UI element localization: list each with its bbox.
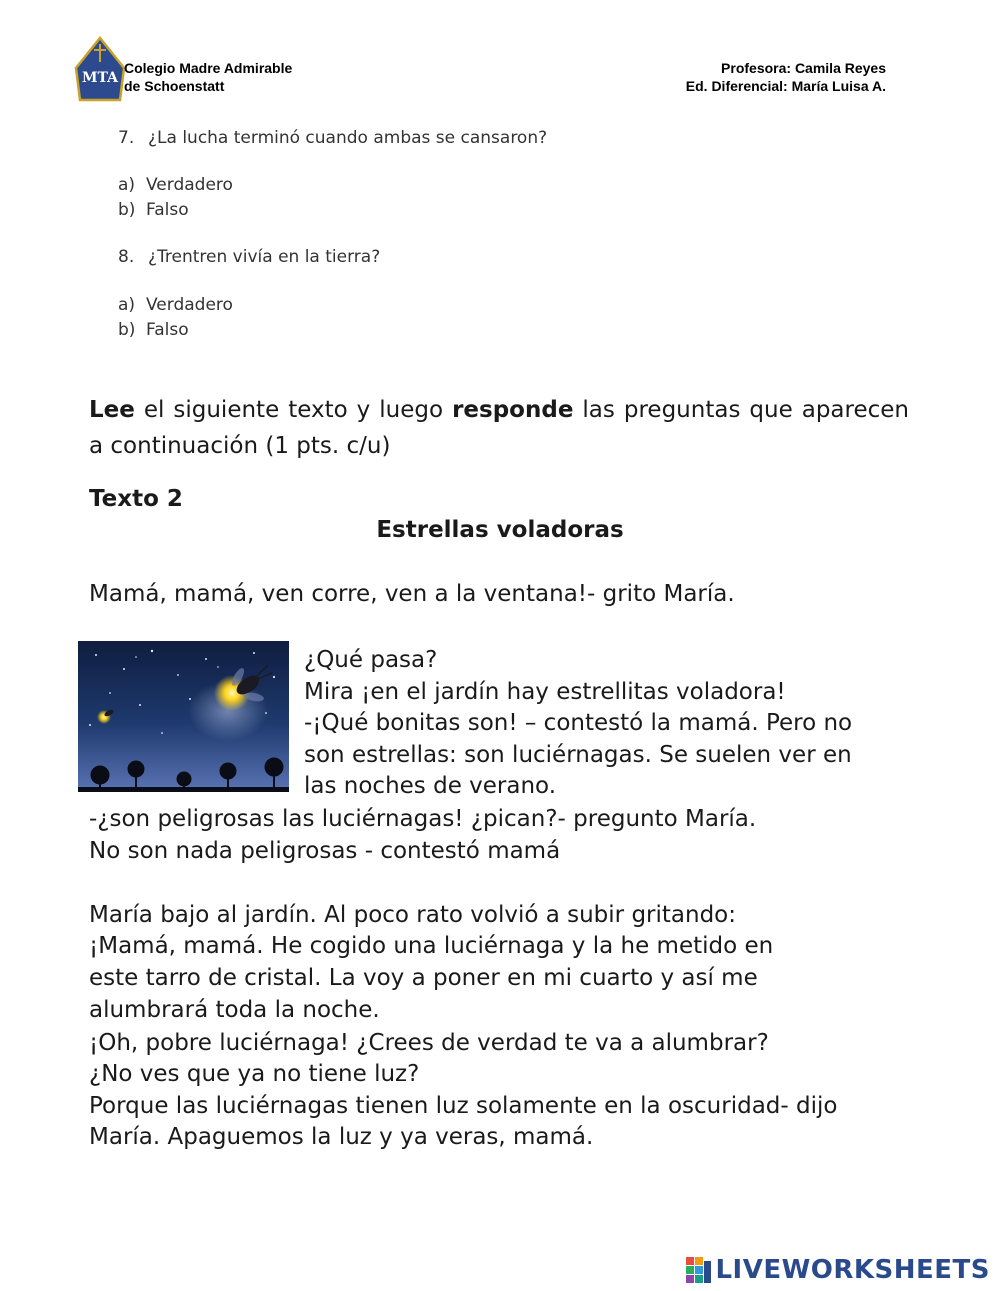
story-line: María. Apaguemos la luz y ya veras, mamá. [89, 1124, 594, 1150]
question-7 [118, 126, 547, 150]
reading-instruction [89, 392, 909, 464]
question-8 [118, 245, 380, 269]
story-line: No son nada peligrosas - contestó mamá [89, 838, 561, 864]
instruction-keyword-responde: responde [452, 397, 574, 423]
story-line: María bajo al jardín. Al poco rato volvió a subir gritando: [89, 902, 736, 928]
instruction-keyword-lee: Lee [89, 397, 135, 423]
teacher-name: Profesora: Camila Reyes [721, 60, 886, 76]
story-line: las noches de verano. [304, 773, 557, 799]
option-label: Falso [146, 200, 189, 220]
option-letter: b) [118, 200, 136, 220]
option-label: Verdadero [146, 175, 233, 195]
story-line: Mira ¡en el jardín hay estrellitas voladora! [304, 679, 786, 705]
story-line: -¿son peligrosas las luciérnagas! ¿pican?- pregunto María. [89, 806, 757, 832]
option-label: Falso [146, 320, 189, 340]
story-line: son estrellas: son luciérnagas. Se suelen ver en [304, 742, 852, 768]
question-7-option-b[interactable] [118, 198, 189, 222]
text-label: Texto 2 [89, 486, 183, 512]
story-line: alumbrará toda la noche. [89, 997, 380, 1023]
question-text: ¿La lucha terminó cuando ambas se cansaron? [148, 128, 548, 148]
story-line: Porque las luciérnagas tienen luz solamente en la oscuridad- dijo [89, 1093, 838, 1119]
story-line: ¿No ves que ya no tiene luz? [89, 1061, 420, 1087]
story-line: -¡Qué bonitas son! – contestó la mamá. Pero no [304, 710, 853, 736]
school-logo [74, 36, 126, 102]
question-7-option-a[interactable] [118, 173, 233, 197]
story-opening-line: Mamá, mamá, ven corre, ven a la ventana!- grito María. [89, 581, 735, 607]
liveworksheets-brand[interactable] [686, 1254, 990, 1286]
school-name-line2: de Schoenstatt [124, 78, 225, 94]
special-ed-teacher: Ed. Diferencial: María Luisa A. [685, 78, 886, 94]
option-letter: b) [118, 320, 136, 340]
teacher-info [686, 59, 886, 95]
firefly-night-image [78, 641, 289, 792]
question-text: ¿Trentren vivía en la tierra? [148, 247, 381, 267]
story-line: ¡Mamá, mamá. He cogido una luciérnaga y la he metido en [89, 933, 774, 959]
question-number: 8. [118, 247, 135, 267]
question-8-option-a[interactable] [118, 293, 233, 317]
option-letter: a) [118, 295, 136, 315]
story-line: ¡Oh, pobre luciérnaga! ¿Crees de verdad te va a alumbrar? [89, 1030, 769, 1056]
logo-monogram: MTA [81, 70, 119, 86]
question-number: 7. [118, 128, 135, 148]
option-letter: a) [118, 175, 136, 195]
school-name [124, 59, 292, 95]
story-title: Estrellas voladoras [376, 517, 624, 543]
brand-name: LIVEWORKSHEETS [715, 1255, 990, 1285]
story-line: este tarro de cristal. La voy a poner en mi cuarto y así me [89, 965, 758, 991]
liveworksheets-logo-icon [686, 1257, 712, 1283]
question-8-option-b[interactable] [118, 318, 189, 342]
school-name-line1: Colegio Madre Admirable [124, 60, 293, 76]
instruction-text-1: el siguiente texto y luego [134, 397, 453, 423]
option-label: Verdadero [146, 295, 233, 315]
instruction-text-2: las preguntas que aparecen a continuación (1 pts. c/u) [89, 397, 910, 459]
story-line: ¿Qué pasa? [304, 647, 438, 673]
